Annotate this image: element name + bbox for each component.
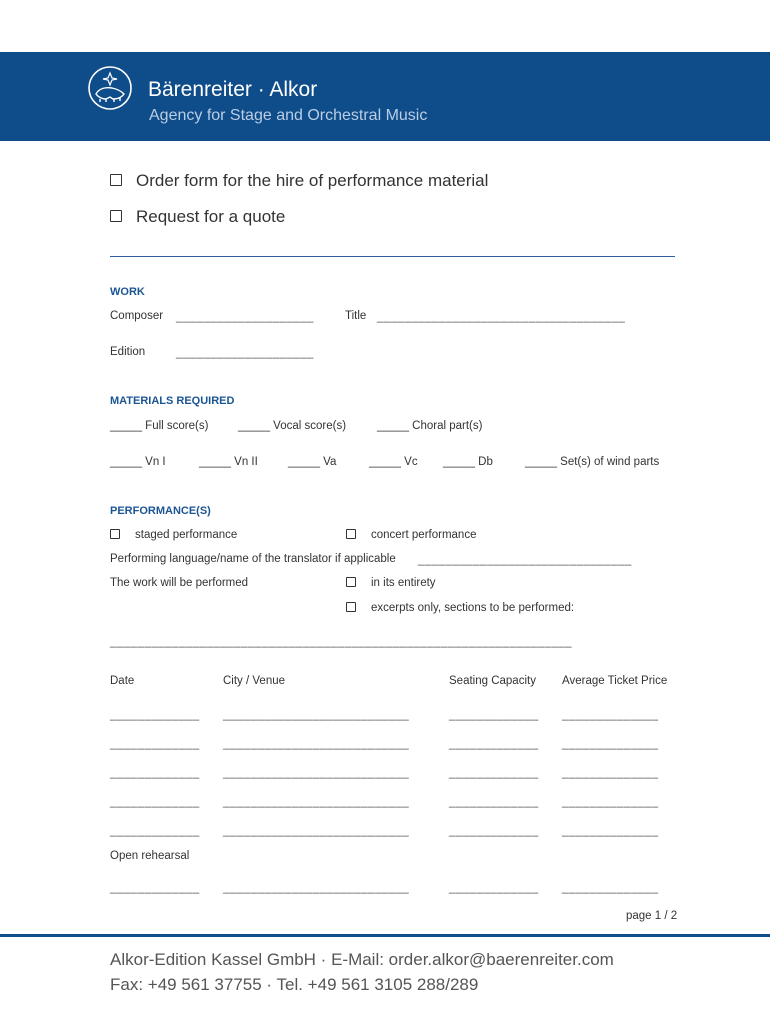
seating-field[interactable]: _____________ <box>449 738 539 750</box>
col-date: Date <box>110 675 135 687</box>
date-field[interactable]: _____________ <box>110 738 200 750</box>
vn1-field[interactable]: _____ Vn I <box>110 456 166 468</box>
entirety-label: in its entirety <box>371 577 436 589</box>
order-form-label: Order form for the hire of performance material <box>136 171 489 190</box>
full-score-field[interactable]: _____ Full score(s) <box>110 420 209 432</box>
page-number: page 1 / 2 <box>626 910 678 922</box>
price-field[interactable]: ______________ <box>562 796 659 808</box>
date-field[interactable]: _____________ <box>110 709 200 721</box>
seating-field[interactable]: _____________ <box>449 825 539 837</box>
title-label: Title <box>345 310 367 322</box>
col-city: City / Venue <box>223 675 286 687</box>
entirety-option[interactable] <box>346 577 436 589</box>
edition-label: Edition <box>110 346 146 358</box>
city-field[interactable]: ___________________________ <box>223 825 410 837</box>
seating-field[interactable]: _____________ <box>449 882 539 894</box>
concert-option[interactable] <box>346 529 476 541</box>
city-field[interactable]: ___________________________ <box>223 738 410 750</box>
col-seating: Seating Capacity <box>449 675 536 687</box>
price-field[interactable]: ______________ <box>562 738 659 750</box>
composer-label: Composer <box>110 310 164 322</box>
date-field[interactable]: _____________ <box>110 825 200 837</box>
checkbox-icon[interactable] <box>110 210 122 222</box>
choral-parts-field[interactable]: _____ Choral part(s) <box>377 420 483 432</box>
title-field[interactable]: ____________________________________ <box>377 311 626 323</box>
bear-logo-icon <box>86 64 134 112</box>
footer-contact-line1: Alkor-Edition Kassel GmbH · E-Mail: order.alkor@baerenreiter.com <box>110 950 614 969</box>
db-field[interactable]: _____ Db <box>443 456 493 468</box>
staged-option[interactable] <box>110 529 237 541</box>
edition-field[interactable]: ____________________ <box>176 347 314 359</box>
language-label: Performing language/name of the translator if applicable <box>110 553 396 565</box>
staged-label: staged performance <box>135 529 238 541</box>
vocal-score-field[interactable]: _____ Vocal score(s) <box>238 420 347 432</box>
section-work: WORK <box>110 286 145 298</box>
seating-field[interactable]: _____________ <box>449 767 539 779</box>
quote-option[interactable] <box>110 207 285 227</box>
footer-divider <box>0 934 770 937</box>
city-field[interactable]: ___________________________ <box>223 767 410 779</box>
price-field[interactable]: ______________ <box>562 709 659 721</box>
checkbox-icon[interactable] <box>110 529 120 539</box>
excerpts-label: excerpts only, sections to be performed: <box>371 602 575 614</box>
composer-field[interactable]: ____________________ <box>176 311 314 323</box>
checkbox-icon[interactable] <box>346 529 356 539</box>
quote-label: Request for a quote <box>136 207 286 226</box>
section-performance: PERFORMANCE(S) <box>110 505 211 517</box>
city-field[interactable]: ___________________________ <box>223 796 410 808</box>
wind-sets-field[interactable]: _____ Set(s) of wind parts <box>525 456 660 468</box>
va-field[interactable]: _____ Va <box>288 456 337 468</box>
seating-field[interactable]: _____________ <box>449 709 539 721</box>
excerpts-option[interactable] <box>346 602 574 614</box>
city-field[interactable]: ___________________________ <box>223 709 410 721</box>
col-price: Average Ticket Price <box>562 675 668 687</box>
brand-subtitle: Agency for Stage and Orchestral Music <box>149 107 428 124</box>
sections-field[interactable]: ___________________________________________________________________ <box>110 636 573 648</box>
checkbox-icon[interactable] <box>346 602 356 612</box>
vc-field[interactable]: _____ Vc <box>369 456 418 468</box>
divider <box>110 256 675 257</box>
price-field[interactable]: ______________ <box>562 767 659 779</box>
order-form-option[interactable] <box>110 171 488 191</box>
performed-label: The work will be performed <box>110 577 249 589</box>
seating-field[interactable]: _____________ <box>449 796 539 808</box>
open-rehearsal-label: Open rehearsal <box>110 850 190 862</box>
section-materials: MATERIALS REQUIRED <box>110 395 235 407</box>
vn2-field[interactable]: _____ Vn II <box>199 456 258 468</box>
footer-contact-line2: Fax: +49 561 37755 · Tel. +49 561 3105 288/289 <box>110 975 479 994</box>
price-field[interactable]: ______________ <box>562 882 659 894</box>
concert-label: concert performance <box>371 529 477 541</box>
brand-name: Bärenreiter · Alkor <box>148 78 318 101</box>
date-field[interactable]: _____________ <box>110 796 200 808</box>
checkbox-icon[interactable] <box>346 577 356 587</box>
price-field[interactable]: ______________ <box>562 825 659 837</box>
city-field[interactable]: ___________________________ <box>223 882 410 894</box>
date-field[interactable]: _____________ <box>110 882 200 894</box>
language-field[interactable]: _______________________________ <box>418 554 632 566</box>
checkbox-icon[interactable] <box>110 174 122 186</box>
date-field[interactable]: _____________ <box>110 767 200 779</box>
